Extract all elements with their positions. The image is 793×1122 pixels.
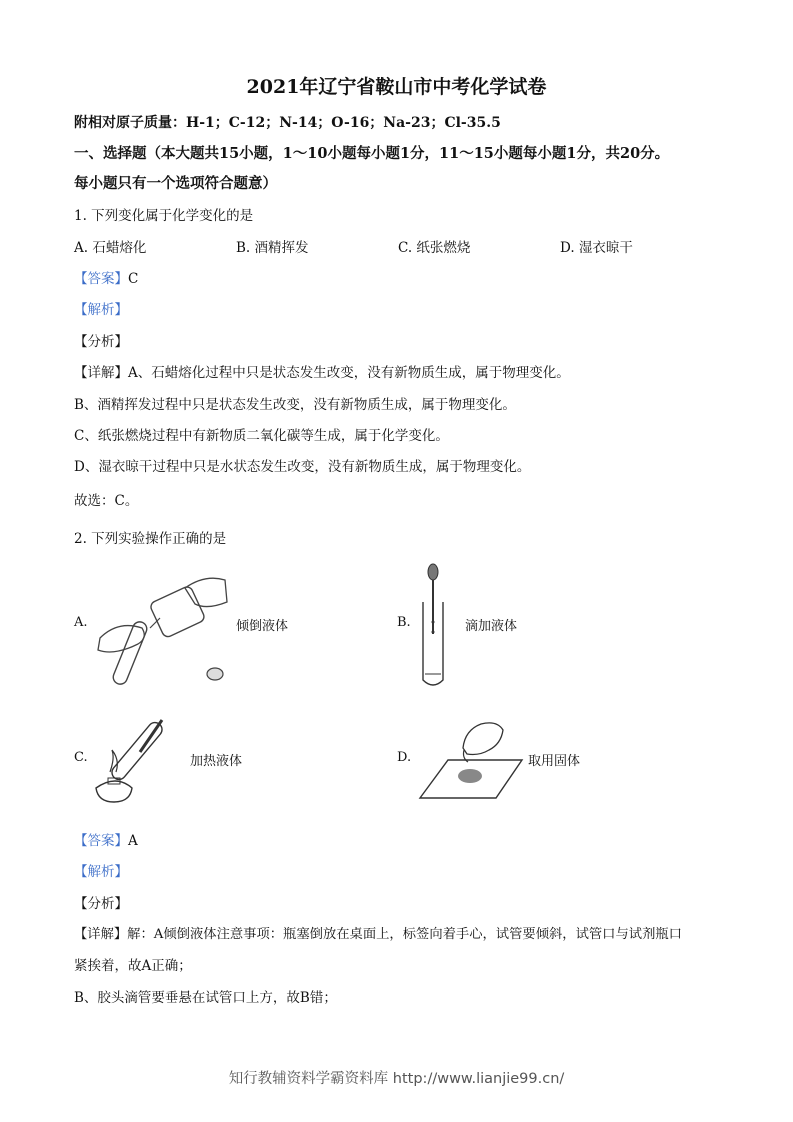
q2-fig-a-letter: A. [74,615,88,630]
q1-analysis-tag: 【解析】 [74,302,128,318]
detail-tag: 【详解】 [74,365,128,381]
q1-fenxi: 【分析】 [74,334,128,350]
q1-detail-c: C、纸张燃烧过程中有新物质二氧化碳等生成，属于化学变化。 [74,428,449,444]
q2-fig-d-letter: D. [397,750,412,765]
q2-fig-c-letter: C. [74,750,88,765]
q1-option-d: D. 湿衣晾干 [560,240,633,256]
q1-option-b: B. 酒精挥发 [236,240,309,256]
dropping-liquid-illustration [413,562,453,690]
answer-value: A [128,833,138,849]
q2-answer [74,829,138,849]
q1-stem: 1. 下列变化属于化学变化的是 [74,208,254,224]
answer-tag: 【答案】 [74,271,128,287]
pouring-liquid-illustration [90,568,230,688]
q2-analysis-tag: 【解析】 [74,864,128,880]
section-heading-cont: 每小题只有一个选项符合题意） [74,175,277,192]
detail-line: A、石蜡熔化过程中只是状态发生改变，没有新物质生成，属于物理变化。 [128,365,570,381]
answer-value: C [128,271,139,287]
q2-stem: 2. 下列实验操作正确的是 [74,531,227,547]
footer-watermark: 知行教辅资料学霸资料库 http://www.lianjie99.cn/ [228,1071,565,1087]
q1-option-a: A. 石蜡熔化 [74,240,147,256]
q2-fig-b-letter: B. [397,615,411,630]
q1-detail-d: D、湿衣晾干过程中只是水状态发生改变，没有新物质生成，属于物理变化。 [74,459,531,475]
page-title: 2021年辽宁省鞍山市中考化学试卷 [246,76,547,98]
q1-detail-a [74,361,570,381]
q1-option-c: C. 纸张燃烧 [398,240,471,256]
q2-fig-a-caption: 倾倒液体 [236,619,289,634]
heating-liquid-illustration [90,708,190,808]
q2-detail-line-2: 紧挨着，故A正确； [74,958,192,974]
answer-tag: 【答案】 [74,833,128,849]
q2-fig-d-caption: 取用固体 [528,754,581,769]
q2-detail-line-3: B、胶头滴管要垂悬在试管口上方，故B错； [74,990,337,1006]
q1-detail-b: B、酒精挥发过程中只是状态发生改变，没有新物质生成，属于物理变化。 [74,397,516,413]
q2-fig-c-caption: 加热液体 [190,754,243,769]
q2-fenxi: 【分析】 [74,896,128,912]
section-heading: 一、选择题（本大题共15小题，1～10小题每小题1分，11～15小题每小题1分，共20分。 [74,145,670,162]
q2-fig-b-caption: 滴加液体 [465,619,518,634]
atomic-masses: 附相对原子质量：H-1；C-12；N-14；O-16；Na-23；Cl-35.5 [74,115,501,131]
q1-answer [74,267,138,287]
q2-detail-line-1: 【详解】解：A倾倒液体注意事项：瓶塞倒放在桌面上，标签向着手心，试管要倾斜，试管口与试剂瓶口 [74,927,682,942]
taking-solid-illustration [418,710,526,802]
q1-choice: 故选：C。 [74,493,139,509]
